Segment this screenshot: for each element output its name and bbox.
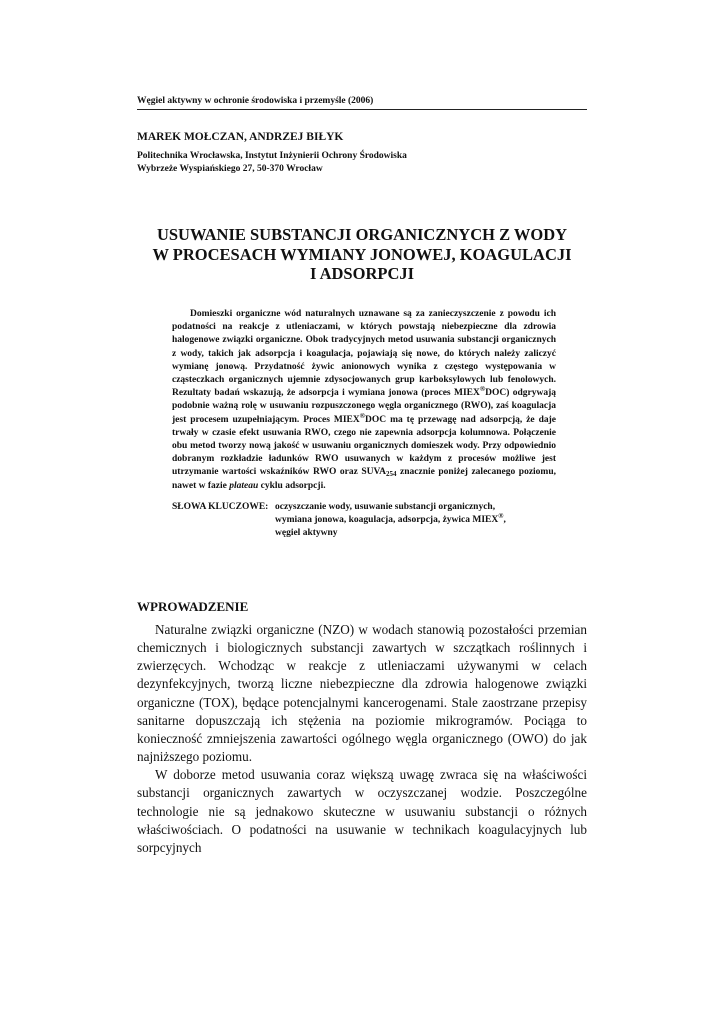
abstract-text-4: znacznie poniżej zalecanego poziomu, nawet w fazie: [172, 467, 556, 491]
title-line-1: USUWANIE SUBSTANCJI ORGANICZNYCH Z WODY: [156, 225, 568, 244]
abstract: [172, 308, 556, 493]
affiliation-address: Wybrzeże Wyspiańskiego 27, 50-370 Wrocław: [137, 164, 323, 174]
keywords-line-1: oczyszczanie wody, usuwanie substancji organicznych,: [275, 502, 496, 512]
body-paragraph-2: W doborze metod usuwania coraz większą uwagę zwraca się na właściwości substancji organicznych zawartych w oczyszczanej wodzie. Poszczególne technologie nie są jednakowo skuteczne w usuwaniu substancji o różnych właściwościach. O podatności na usuwanie w technikach koagulacyjnych lub sorpcyjnych: [137, 767, 587, 855]
abstract-text-1: Domieszki organiczne wód naturalnych uznawane są za zanieczyszczenie z powodu ich podatności na reakcje z utleniaczami, w których powstają niebezpieczne dla zdrowia halogenowe związki organiczne. Obok tradycyjnych metod usuwania substancji organicznych z wody, takich jak adsorpcja i koagulacja, pojawiają się nowe, do których należy zaliczyć wymianę jonową. Przydatność żywic anionowych wynika z częstego występowania w cząsteczkach organicznych ujemnie zdysocjowanych grup karboksylowych lub fenolowych. Rezultaty badań wskazują, że adsorpcja i wymiana jonowa (proces MIEX: [172, 309, 556, 399]
title-line-2: W PROCESACH WYMIANY JONOWEJ, KOAGULACJI: [152, 244, 572, 264]
abstract-text-2: DOC) odgrywają podobnie ważną rolę w usuwaniu rozpuszczonego węgla organicznego (RWO), zaś koagulacja jest procesem uzupełniającym. Proces MIEX: [172, 388, 556, 425]
abstract-italic-term: plateau: [229, 480, 259, 491]
body-paragraph-1: Naturalne związki organiczne (NZO) w wodach stanowią pozostałości przemian chemicznych i biologicznych substancji zawartych w szczątkach roślinnych i zwierzęcych. Wchodząc w reakcje z utleniaczami używanymi w celach dezynfekcyjnych, tworzą liczne niebezpieczne dla zdrowia halogenowe związki organiczne (TOX), będące potencjalnymi kancerogenami. Stale zaostrzane przepisy sanitarne dopuszczają ich stężenia na poziomie mikrogramów. Pociąga to konieczność zmniejszenia zawartości ogólnego węgla organicznego (OWO) do jak najniższego poziomu.: [137, 622, 587, 765]
abstract-text-5: cyklu adsorpcji.: [258, 480, 326, 491]
abstract-paragraph: [172, 308, 556, 493]
abstract-text-3: DOC ma tę przewagę nad adsorpcją, że daje trwały w czasie efekt usuwania RWO, czego nie zapewnia adsorpcja kolumnowa. Połączenie obu metod tworzy nową jakość w usuwaniu organicznych domieszek wody. Przy odpowiednio dobranym rozkładzie ładunków RWO usuwanych w każdym z procesów możliwe jest utrzymanie wartości wskaźników RWO oraz SUVA: [172, 414, 556, 478]
registered-mark: ®: [359, 411, 365, 420]
paper-title: [137, 225, 587, 284]
keywords-line-3: węgiel aktywny: [275, 528, 338, 539]
suva-subscript: 254: [386, 470, 397, 479]
running-header: Węgiel aktywny w ochronie środowiska i przemyśle (2006): [137, 96, 374, 106]
keywords-line-2-end: ,: [503, 515, 506, 526]
affiliation-institute: Politechnika Wrocławska, Instytut Inżynierii Ochrony Środowiska: [137, 151, 407, 161]
keywords-line-2-text: wymiana jonowa, koagulacja, adsorpcja, żywica MIEX: [275, 515, 499, 526]
registered-mark: ®: [479, 385, 486, 394]
author-names: MAREK MOŁCZAN, ANDRZEJ BIŁYK: [137, 131, 344, 143]
title-line-3: I ADSORPCJI: [309, 264, 415, 283]
keywords-label: SŁOWA KLUCZOWE:: [172, 502, 269, 512]
header-divider: [137, 109, 587, 110]
keywords-line-2: [275, 514, 506, 527]
section-heading: WPROWADZENIE: [137, 599, 249, 614]
registered-mark: ®: [498, 512, 504, 521]
body-text: [137, 621, 587, 857]
